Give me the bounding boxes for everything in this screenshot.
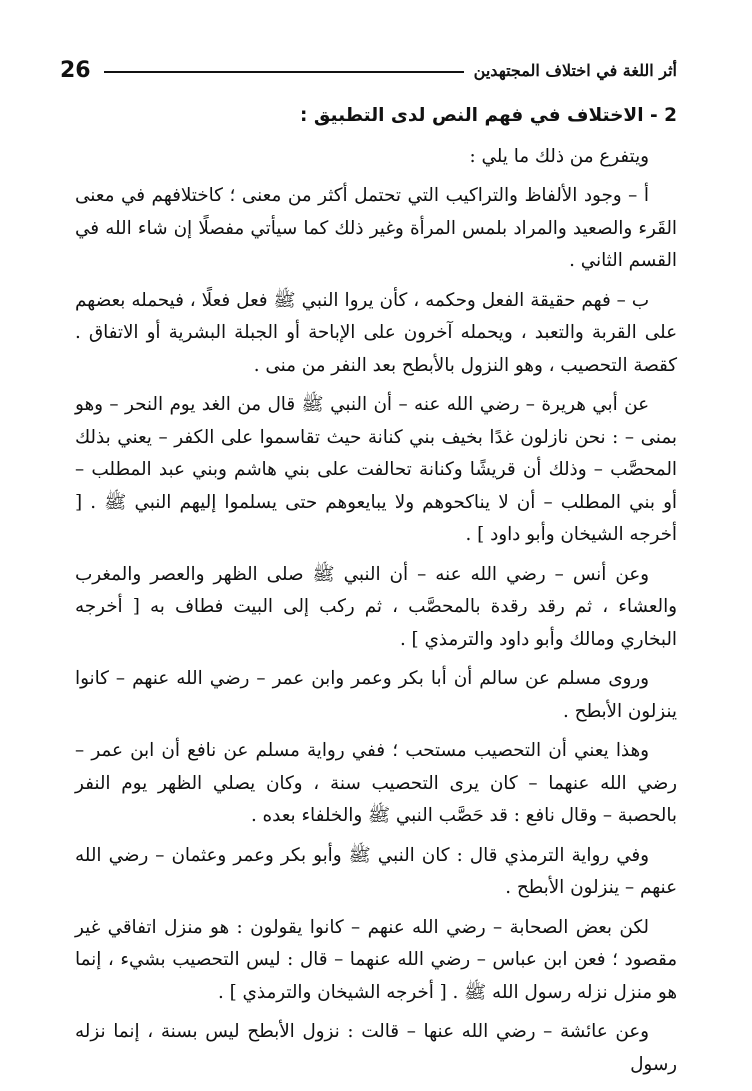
paragraph-intro: ويتفرع من ذلك ما يلي : bbox=[469, 145, 649, 167]
paragraph-aisha: وعن عائشة – رضي الله عنها – قالت : نزول الأبطح ليس بسنة ، إنما نزله رسول bbox=[75, 1021, 677, 1075]
header-rule bbox=[104, 71, 464, 73]
paragraph-abu-hurayra: عن أبي هريرة – رضي الله عنه – أن النبي ﷺ قال من الغد يوم النحر – وهو بمنى – : نحن نازلون غدًا بخيف بني كنانة حيث تقاسموا على الكفر – يعني بذلك المحصَّب – وذلك أن قريشًا وكنانة تحالفت على بني هاشم وبني عبد المطلب – أو بني المطلب – أن لا يناكحوهم ولا يبايعوهم حتى يسلموا إليهم النبي ﷺ . [ أخرجه الشيخان وأبو داود ] . bbox=[75, 394, 677, 545]
running-title: أثر اللغة في اختلاف المجتهدين bbox=[473, 60, 677, 80]
paragraph-ibn-abbas: لكن بعض الصحابة – رضي الله عنهم – كانوا يقولون : هو منزل اتفاقي غير مقصود ؛ فعن ابن عباس – رضي الله عنهما – قال : ليس التحصيب بشيء ، إنما هو منزل نزله رسول الله ﷺ . [ أخرجه الشيخان والترمذي ] . bbox=[75, 916, 677, 1003]
section-heading: 2 - الاختلاف في فهم النص لدى التطبيق : bbox=[300, 105, 677, 126]
page-number: 26 bbox=[60, 57, 91, 83]
page-body bbox=[75, 100, 677, 1088]
paragraph-alif: أ – وجود الألفاظ والتراكيب التي تحتمل أكثر من معنى ؛ كاختلافهم في معنى القَرء والصعيد والمراد بلمس المرأة وغير ذلك كما سيأتي مفصلًا إن شاء الله في القسم الثاني . bbox=[75, 185, 677, 271]
paragraph-anas: وعن أنس – رضي الله عنه – أن النبي ﷺ صلى الظهر والعصر والمغرب والعشاء ، ثم رقد رقدة بالمحصَّب ، ثم ركب إلى البيت فطاف به [ أخرجه البخاري ومالك وأبو داود والترمذي ] . bbox=[75, 563, 677, 650]
paragraph-tahsib-mustahab: وهذا يعني أن التحصيب مستحب ؛ ففي رواية مسلم عن نافع أن ابن عمر – رضي الله عنهما – كان يرى التحصيب سنة ، وكان يصلي الظهر يوم النفر بالحصبة – وقال نافع : قد حَصَّب النبي ﷺ والخلفاء بعده . bbox=[75, 740, 677, 826]
paragraph-muslim-salim: وروى مسلم عن سالم أن أبا بكر وعمر وابن عمر – رضي الله عنهم – كانوا ينزلون الأبطح . bbox=[75, 668, 677, 722]
page-header bbox=[60, 52, 677, 88]
paragraph-tirmidhi: وفي رواية الترمذي قال : كان النبي ﷺ وأبو بكر وعمر وعثمان – رضي الله عنهم – ينزلون الأبطح . bbox=[75, 844, 677, 898]
paragraph-ba: ب – فهم حقيقة الفعل وحكمه ، كأن يروا النبي ﷺ فعل فعلًا ، فيحمله بعضهم على القربة والتعبد ، ويحمله آخرون على الإباحة أو الجبلة البشرية أو الاتفاق . كقصة التحصيب ، وهو النزول بالأبطح بعد النفر من منى . bbox=[75, 289, 677, 376]
